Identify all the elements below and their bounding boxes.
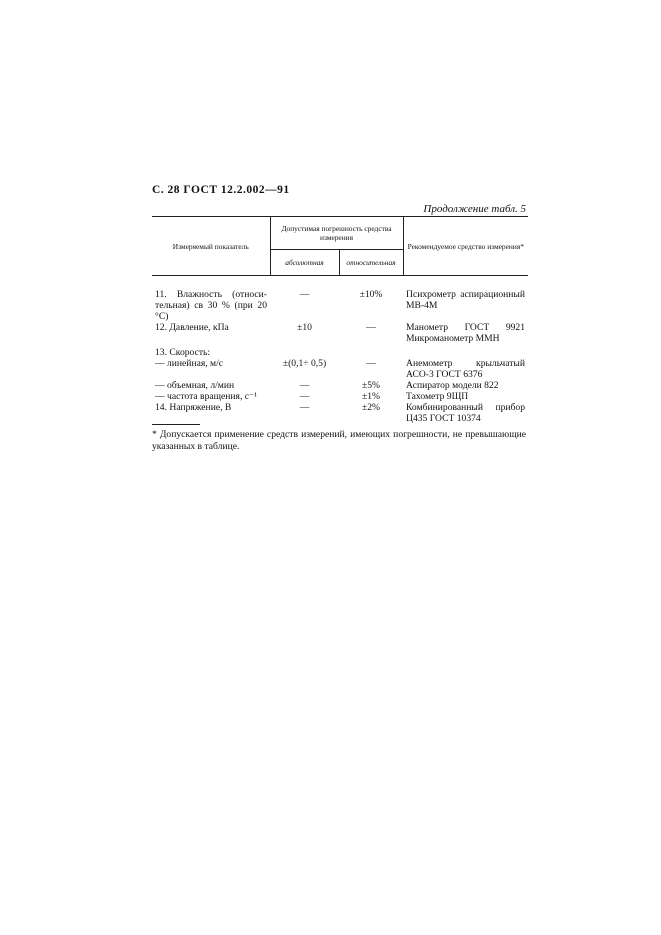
row-indicator: — линейная, м/с	[155, 358, 224, 369]
row-indicator: 12. Давление, кПа	[155, 322, 229, 333]
row-absolute: —	[299, 391, 310, 402]
row-absolute: ±10	[297, 322, 312, 333]
header-error-group: Допустимая погрешность средства измерения	[270, 217, 403, 250]
header-relative: относительная	[339, 250, 403, 276]
row-relative: ±1%	[361, 391, 381, 402]
row-indicator: 14. Напряжение, В	[155, 402, 232, 413]
table-continuation-label: Продолжение табл. 5	[423, 203, 526, 215]
row-indicator: — частота вращения, с⁻¹	[155, 391, 257, 402]
row-relative: ±5%	[361, 380, 381, 391]
row-instrument: Анемометр крыльчатый АСО-3 ГОСТ 6376	[406, 358, 526, 380]
row-instrument	[403, 344, 528, 358]
header-absolute: абсолютная	[270, 250, 339, 276]
row-absolute: —	[299, 380, 310, 391]
row-relative: —	[366, 358, 376, 369]
row-relative: ±2%	[361, 402, 381, 413]
row-instrument: Аспиратор модели 822	[406, 380, 499, 391]
table-row	[152, 358, 528, 380]
table-row	[152, 322, 528, 344]
row-absolute: —	[299, 402, 310, 413]
row-absolute: —	[299, 289, 310, 300]
header-instrument: Рекомендуемое средство измерения*	[403, 217, 528, 276]
row-relative: ±10%	[359, 289, 383, 300]
table-row	[152, 380, 528, 391]
footnote-divider	[152, 424, 200, 425]
row-relative: —	[366, 322, 376, 333]
row-indicator: 13. Скорость:	[155, 347, 211, 358]
table-row	[152, 391, 528, 402]
row-relative	[339, 344, 403, 358]
row-instrument: Тахометр 9ЩП	[406, 391, 469, 402]
footnote: * Допускается применение средств измерений, имеющих погрешности, не превышающие указанных в таблице.	[152, 429, 526, 452]
row-instrument: Манометр ГОСТ 9921 Микроманометр ММН	[406, 322, 526, 344]
header-indicator: Измеряемый показатель	[152, 217, 270, 276]
table-row	[152, 289, 528, 322]
row-absolute	[270, 344, 339, 358]
measurement-table	[152, 216, 528, 424]
row-instrument: Психрометр аспирационный МВ-4М	[406, 289, 526, 311]
page-header: С. 28 ГОСТ 12.2.002—91	[152, 184, 290, 196]
row-indicator: — объемная, л/мин	[155, 380, 235, 391]
table-row	[152, 344, 528, 358]
row-instrument: Комбинированный прибор Ц435 ГОСТ 10374	[406, 402, 526, 424]
row-absolute: ±(0,1÷ 0,5)	[282, 358, 327, 369]
table-row	[152, 402, 528, 424]
row-indicator: 11. Влажность (относительная) св 30 % (при 20 °С)	[155, 289, 267, 322]
